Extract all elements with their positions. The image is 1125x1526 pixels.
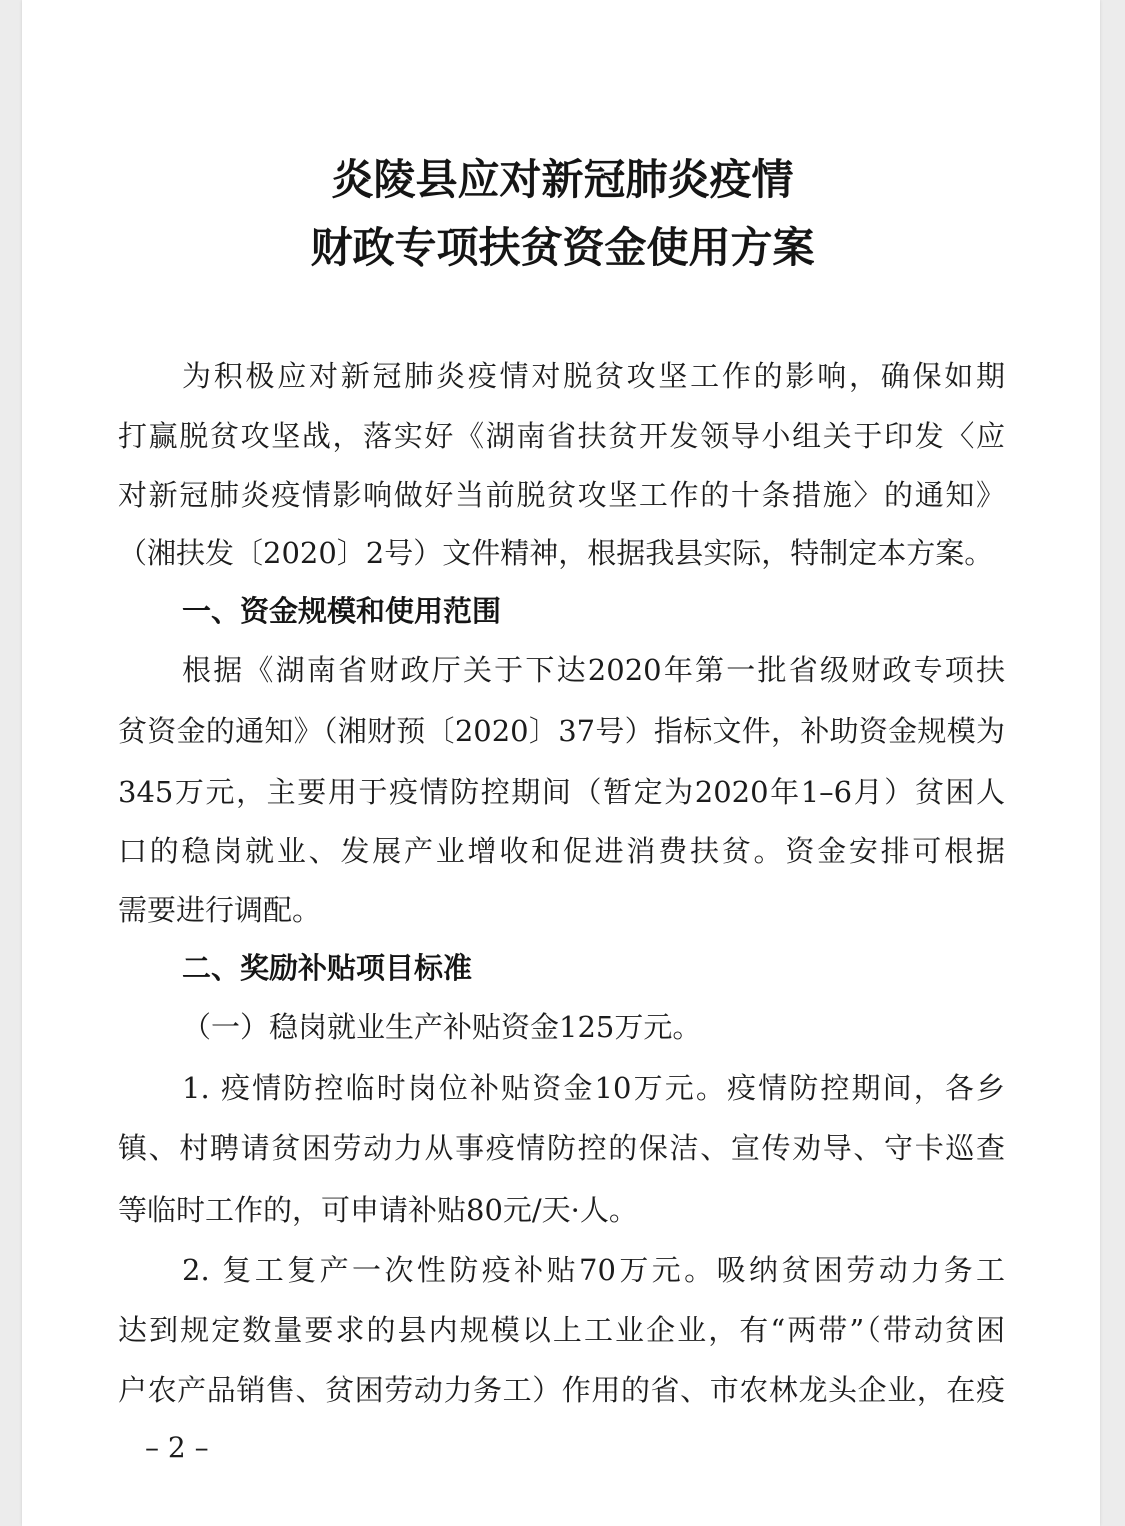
body-text-line: 贫资金的通知》（湘财预〔2020〕37号）指标文件，补助资金规模为 [118,714,1005,748]
document-title-line-1: 炎陵县应对新冠肺炎疫情 [331,155,794,204]
body-text-line: 等临时工作的，可申请补贴80元/天·人。 [118,1193,638,1227]
document-title-line-2: 财政专项扶贫资金使用方案 [310,223,815,272]
body-text-line: 达到规定数量要求的县内规模以上工业企业，有“两带”（带动贫困 [118,1313,1005,1347]
body-text-line: 345万元，主要用于疫情防控期间（暂定为2020年1–6月）贫困人 [118,775,1005,809]
body-text-line: 1. 疫情防控临时岗位补贴资金10万元。疫情防控期间，各乡 [182,1071,1005,1105]
page-number: – 2 – [145,1431,209,1464]
body-text-line: 口的稳岗就业、发展产业增收和促进消费扶贫。资金安排可根据 [118,834,1005,868]
body-text-line: 2. 复工复产一次性防疫补贴70万元。吸纳贫困劳动力务工 [182,1253,1005,1287]
body-text-line: 对新冠肺炎疫情影响做好当前脱贫攻坚工作的十条措施〉的通知》 [118,478,1005,512]
body-text-line: 需要进行调配。 [118,893,322,927]
body-text-line: 根据《湖南省财政厅关于下达2020年第一批省级财政专项扶 [182,653,1005,687]
body-text-line: 为积极应对新冠肺炎疫情对脱贫攻坚工作的影响，确保如期 [182,359,1005,393]
body-text-line: 镇、村聘请贫困劳动力从事疫情防控的保洁、宣传劝导、守卡巡查 [118,1131,1005,1165]
body-text-line: （湘扶发〔2020〕2号）文件精神，根据我县实际，特制定本方案。 [118,536,994,570]
section-heading: 二、奖励补贴项目标准 [182,951,473,985]
subsection-heading: （一）稳岗就业生产补贴资金125万元。 [182,1010,702,1044]
body-text-line: 户农产品销售、贫困劳动力务工）作用的省、市农林龙头企业，在疫 [118,1373,1005,1407]
body-text-line: 打赢脱贫攻坚战，落实好《湖南省扶贫开发领导小组关于印发〈应 [118,419,1005,453]
section-heading: 一、资金规模和使用范围 [182,594,502,628]
